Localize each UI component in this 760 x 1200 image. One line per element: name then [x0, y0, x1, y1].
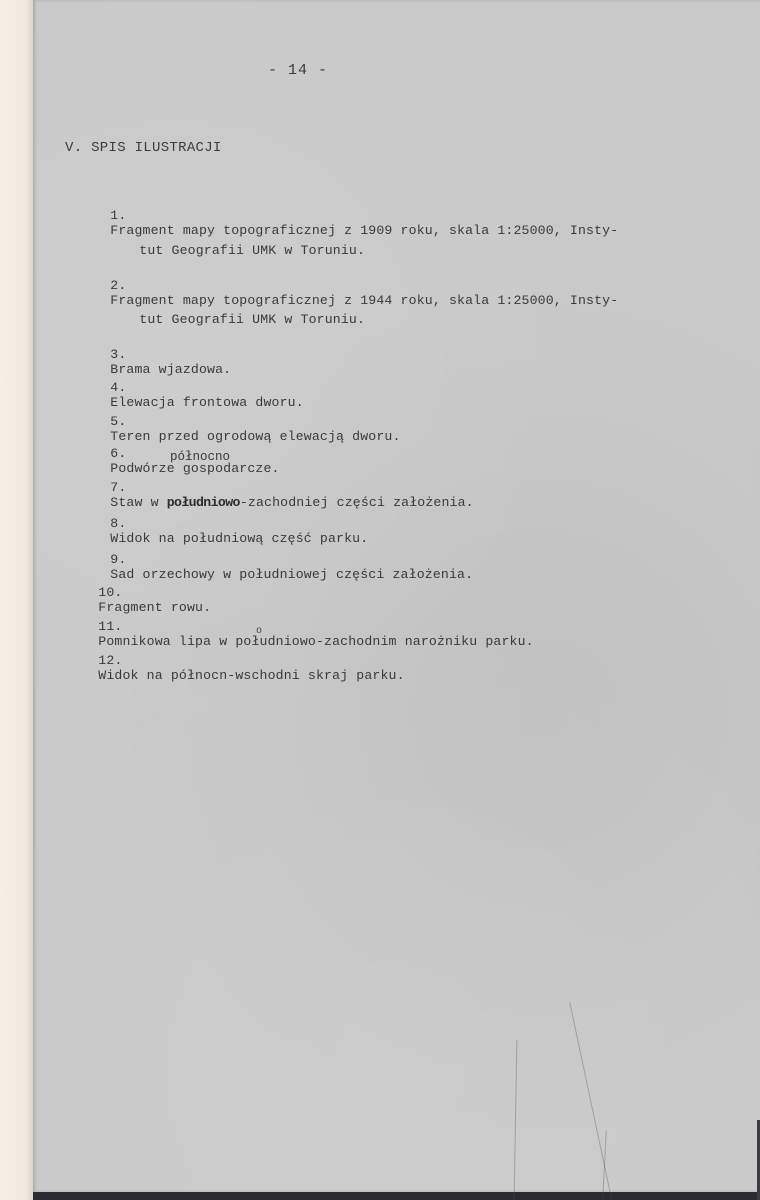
page-binding-strip — [0, 0, 33, 1200]
item-text: Pomnikowa lipa w południowo-zachodnim narożniku parku. — [98, 634, 534, 649]
item-number: 5. — [110, 414, 127, 429]
item-number: 2. — [110, 278, 127, 293]
item-number: 12. — [98, 653, 123, 668]
item-text: tut Geografii UMK w Toruniu. — [139, 312, 366, 327]
item-number: 6. — [110, 446, 127, 461]
item-number: 4. — [110, 380, 127, 395]
item-text: Fragment rowu. — [98, 600, 212, 615]
item-number: 3. — [110, 347, 127, 362]
item-text: Fragment mapy topograficznej z 1944 roku, skala 1:25000, Insty- — [110, 293, 619, 308]
item-number: 10. — [98, 585, 123, 600]
item-text: Fragment mapy topograficznej z 1909 roku, skala 1:25000, Insty- — [110, 223, 619, 238]
sheet-bottom-edge — [33, 1192, 760, 1200]
item-text: Sad orzechowy w południowej części założenia. — [110, 567, 474, 582]
handwritten-correction-mark: o — [256, 626, 263, 637]
item-number: 8. — [110, 516, 127, 531]
item-text: Teren przed ogrodową elewacją dworu. — [110, 429, 401, 444]
item-number: 11. — [98, 619, 123, 634]
item-number: 9. — [110, 552, 127, 567]
item-number: 1. — [110, 208, 127, 223]
item-text: Elewacja frontowa dworu. — [110, 395, 304, 410]
item-text: Brama wjazdowa. — [110, 362, 232, 377]
item-number: 7. — [110, 480, 127, 495]
item-text: Widok na południową część parku. — [110, 531, 369, 546]
item-text-prefix: Staw w — [110, 495, 167, 510]
item-text: Widok na północn-wschodni skraj parku. — [98, 668, 405, 683]
section-title: V. SPIS ILUSTRACJI — [65, 140, 222, 156]
struck-text: południowo — [166, 495, 240, 510]
item-text-suffix: -zachodniej części założenia. — [239, 495, 474, 510]
page-number: - 14 - — [268, 62, 329, 79]
list-item — [66, 638, 405, 698]
handwritten-correction: północno — [170, 450, 231, 464]
item-text: tut Geografii UMK w Toruniu. — [139, 243, 366, 258]
item-text: Podwórze gospodarcze. — [110, 461, 280, 476]
